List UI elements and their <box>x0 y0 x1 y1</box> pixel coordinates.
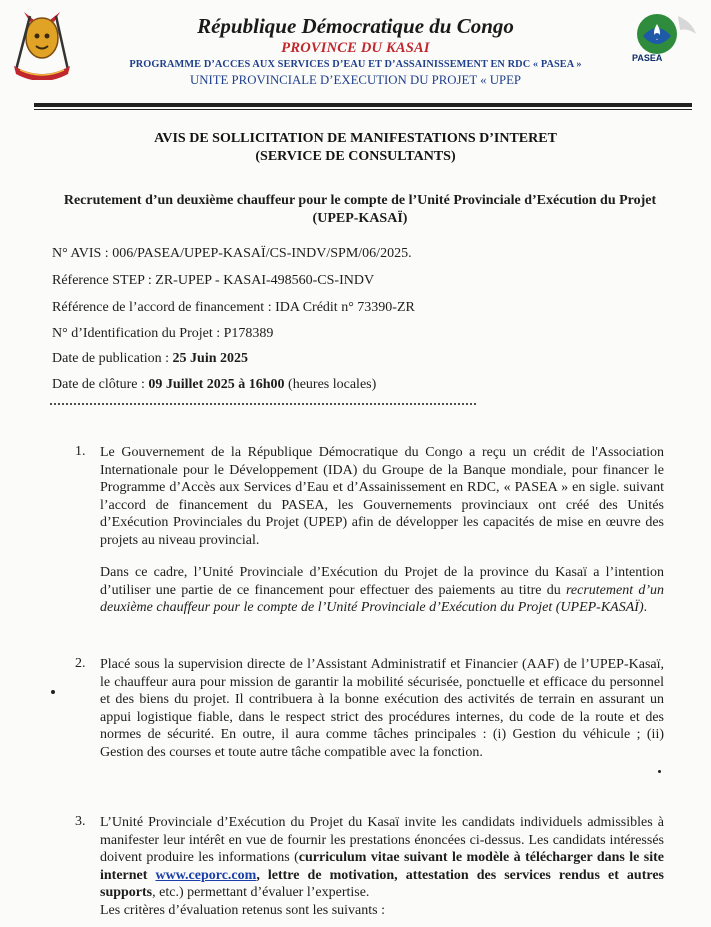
scan-speck <box>658 770 661 773</box>
scan-speck <box>51 690 55 694</box>
section-2-paragraph: Placé sous la supervision directe de l’Assistant Administratif et Financier (AAF) de l’UPEP-Kasaï, le chauffeur aura pour mission de garantir la mobilité sécurisée, ponctuelle et efficace du personnel et des biens du projet. Il contribuera à la bonne exécution des activités de terrain en assurant un appui logistique fiable, dans le respect strict des procédures internes, du code de la route et des normes de sécurité. En outre, il aura comme tâches principales : (i) Gestion du véhicule ; (ii) Gestion des courses et toute autre tâche compatible avec la fonction. <box>100 657 664 760</box>
financing-reference: Référence de l’accord de financement : IDA Crédit n° 73390-ZR <box>52 300 415 315</box>
recruitment-subject: Recrutement d’un deuxième chauffeur pour le compte de l’Unité Provinciale d’Exécution du Projet (UPEP-KASAÏ) <box>63 193 657 226</box>
programme-heading: PROGRAMME D’ACCES AUX SERVICES D’EAU ET D’ASSAINISSEMENT EN RDC « PASEA » <box>129 59 582 70</box>
section-1-paragraph-1: Le Gouvernement de la République Démocratique du Congo a reçu un crédit de l'Association Internationale pour le Développement (IDA) du Groupe de la Banque mondiale, pour financer le Programme d’Accès aux Services d’Eau et d’Assainissement en RDC, « PASEA » en sigle. suivant l’accord de financement du PASEA, les Gouvernements provinciaux ont créé des Unités d’Exécution Provinciales du Projet (UPEP) afin de développer les capacités de mise en œuvre des projets au niveau provincial. <box>100 445 664 548</box>
ceporc-website-link[interactable]: www.ceporc.com <box>155 867 257 883</box>
section-1-paragraph-2: Dans ce cadre, l’Unité Provinciale d’Exécution du Projet de la province du Kasaï a l’intention d’utiliser une partie de ce financement pour effectuer des paiements au titre du recrutement d’un deuxième chauffeur pour le compte de l’Unité Provinciale d’Exécution du Projet (UPEP-KASAÏ). <box>100 565 664 615</box>
section-1-number: 1. <box>75 444 86 459</box>
unit-heading: UNITE PROVINCIALE D’EXECUTION DU PROJET « UPEP <box>189 73 522 87</box>
province-heading: PROVINCE DU KASAI <box>281 40 430 56</box>
dotted-separator <box>49 402 477 406</box>
publication-date: Date de publication : 25 Juin 2025 <box>52 351 248 366</box>
pasea-logo-text: PASEA <box>632 53 663 63</box>
project-id: N° d’Identification du Projet : P178389 <box>52 326 274 341</box>
notice-subtitle-service: (SERVICE DE CONSULTANTS) <box>255 149 456 164</box>
step-reference: Réference STEP : ZR-UPEP - KASAI-498560-CS-INDV <box>52 273 375 288</box>
avis-number: N° AVIS : 006/PASEA/UPEP-KASAÏ/CS-INDV/SPM/06/2025. <box>52 246 412 261</box>
section-3-number: 3. <box>75 814 86 829</box>
closing-date: Date de clôture : 09 Juillet 2025 à 16h00 (heures locales) <box>52 377 377 392</box>
section-3-paragraph: L’Unité Provinciale d’Exécution du Projet du Kasaï invite les candidats individuels admissibles à manifester leur intérêt en vue de fournir les prestations énoncées ci-dessus. Les candidats intéressés doivent produire les informations (curriculum vitae suivant le modèle à télécharger dans le site internet www.ceporc.com, lettre de motivation, attestation des services rendus et autres supports, etc.) permettant d’évaluer l’expertise. Les critères d’évaluation retenus sont les suivants : <box>100 815 664 918</box>
notice-title: AVIS DE SOLLICITATION DE MANIFESTATIONS D’INTERET <box>154 131 557 146</box>
letterhead <box>0 0 711 110</box>
section-2-number: 2. <box>75 656 86 671</box>
header-divider-thick <box>34 103 692 107</box>
header-divider-thin <box>34 109 692 110</box>
republic-heading: République Démocratique du Congo <box>197 14 514 38</box>
